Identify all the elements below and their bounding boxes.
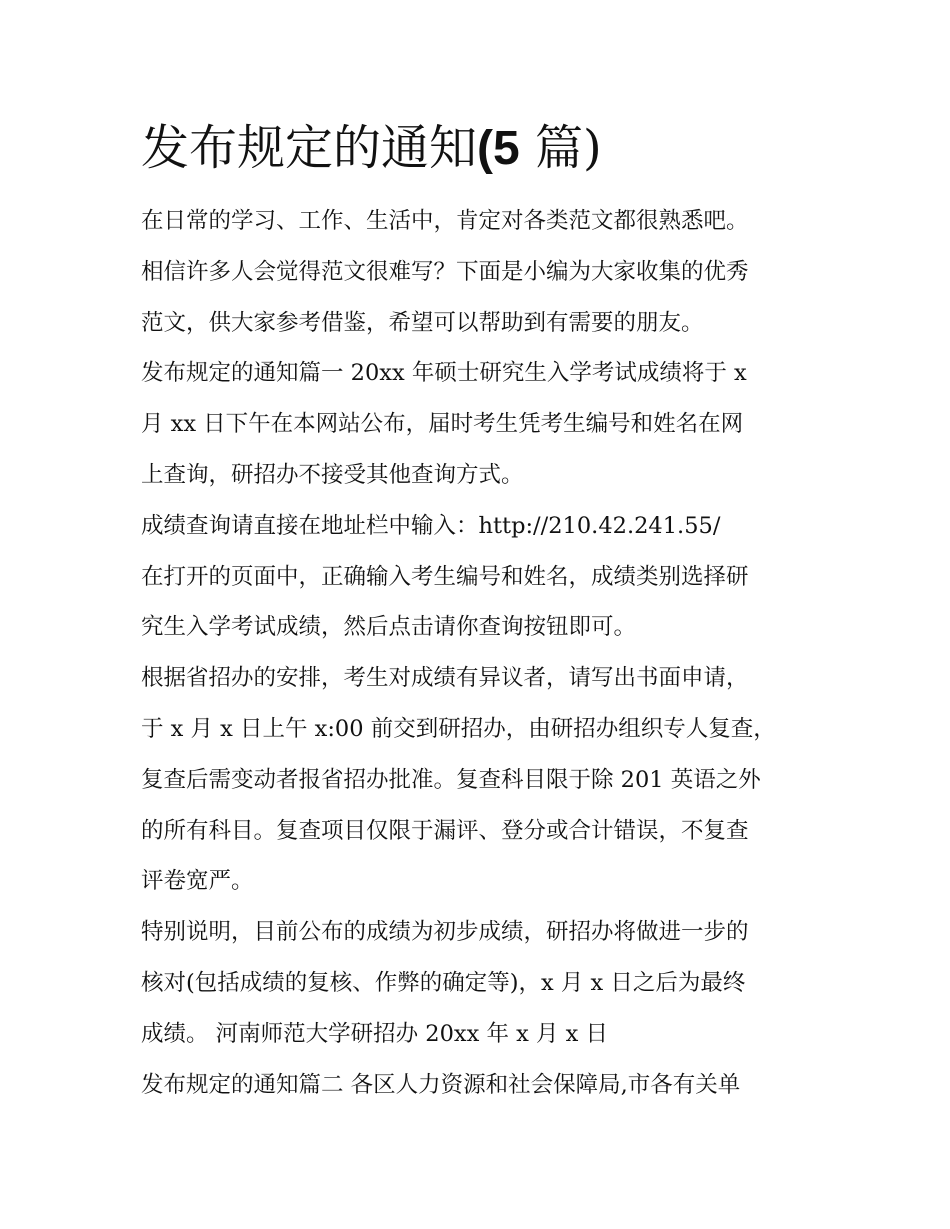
body-line: 核对(包括成绩的复核、作弊的确定等)，x 月 x 日之后为最终 [141, 969, 746, 996]
body-line: 在打开的页面中，正确输入考生编号和姓名，成绩类别选择研 [141, 563, 749, 590]
document-body [141, 196, 821, 1110]
body-line: 发布规定的通知篇二 各区人力资源和社会保障局,市各有关单 [141, 1071, 741, 1098]
title-suffix: 篇) [519, 120, 602, 176]
title-main: 发布规定的通知 [141, 120, 478, 176]
body-line: 的所有科目。复查项目仅限于漏评、登分或合计错误，不复查 [141, 817, 749, 844]
body-line: 上查询，研招办不接受其他查询方式。 [141, 461, 524, 488]
body-line: 根据省招办的安排，考生对成绩有异议者，请写出书面申请， [141, 665, 749, 692]
title-paren-open: ( [477, 122, 493, 175]
body-line: 范文，供大家参考借鉴，希望可以帮助到有需要的朋友。 [141, 309, 704, 336]
body-line: 评卷宽严。 [141, 868, 254, 895]
body-line: 成绩。 河南师范大学研招办 20xx 年 x 月 x 日 [141, 1020, 608, 1047]
title-number: 5 [493, 122, 520, 175]
body-line: 发布规定的通知篇一 20xx 年硕士研究生入学考试成绩将于 x [141, 360, 747, 387]
body-line: 相信许多人会觉得范文很难写？下面是小编为大家收集的优秀 [141, 258, 749, 285]
body-line: 究生入学考试成绩，然后点击请你查询按钮即可。 [141, 614, 637, 641]
body-line: 成绩查询请直接在地址栏中输入：http://210.42.241.55/ [141, 512, 721, 539]
body-line: 复查后需变动者报省招办批准。复查科目限于除 201 英语之外 [141, 766, 761, 793]
body-line: 于 x 月 x 日上午 x:00 前交到研招办，由研招办组织专人复查， [141, 715, 776, 742]
body-line: 特别说明，目前公布的成绩为初步成绩，研招办将做进一步的 [141, 919, 749, 946]
body-line: 月 xx 日下午在本网站公布，届时考生凭考生编号和姓名在网 [141, 411, 744, 438]
body-line: 在日常的学习、工作、生活中，肯定对各类范文都很熟悉吧。 [141, 208, 749, 234]
document-title [141, 112, 602, 185]
